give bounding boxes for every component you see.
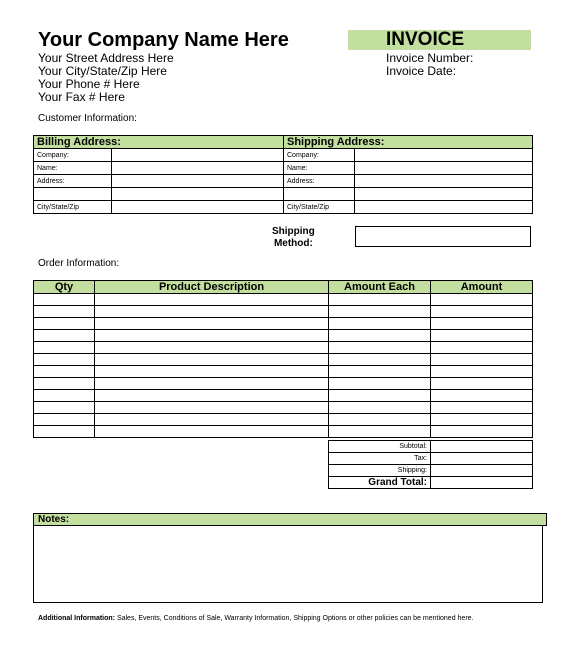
column-header-amount: Amount <box>431 281 533 294</box>
qty-cell[interactable] <box>34 342 95 354</box>
tax-value[interactable] <box>431 453 533 465</box>
amount-each-cell[interactable] <box>329 342 431 354</box>
additional-information-label: Additional Information: <box>38 615 115 622</box>
amount-cell[interactable] <box>431 414 533 426</box>
billing-address-field[interactable] <box>112 175 284 188</box>
description-cell[interactable] <box>95 426 329 438</box>
qty-cell[interactable] <box>34 318 95 330</box>
billing-name-field[interactable] <box>112 162 284 175</box>
table-row <box>34 414 533 426</box>
qty-cell[interactable] <box>34 330 95 342</box>
billing-company-label: Company: <box>34 149 112 162</box>
qty-cell[interactable] <box>34 402 95 414</box>
qty-cell[interactable] <box>34 390 95 402</box>
shipping-method-field[interactable] <box>355 226 531 247</box>
shipping-address2-field[interactable] <box>355 188 533 201</box>
amount-each-cell[interactable] <box>329 330 431 342</box>
additional-information-text: Sales, Events, Conditions of Sale, Warranty Information, Shipping Options or other policies can be mentioned here. <box>115 615 474 622</box>
amount-cell[interactable] <box>431 306 533 318</box>
table-row <box>34 402 533 414</box>
table-row <box>34 366 533 378</box>
billing-city-label: City/State/Zip <box>34 201 112 214</box>
column-header-qty: Qty <box>34 281 95 294</box>
invoice-date-label: Invoice Date: <box>386 64 457 78</box>
subtotal-value[interactable] <box>431 441 533 453</box>
totals-table <box>328 440 533 489</box>
amount-each-cell[interactable] <box>329 366 431 378</box>
amount-each-cell[interactable] <box>329 306 431 318</box>
amount-cell[interactable] <box>431 318 533 330</box>
invoice-title: INVOICE <box>348 30 531 50</box>
qty-cell[interactable] <box>34 378 95 390</box>
notes-header: Notes: <box>33 513 547 526</box>
column-header-amount-each: Amount Each <box>329 281 431 294</box>
amount-cell[interactable] <box>431 426 533 438</box>
qty-cell[interactable] <box>34 414 95 426</box>
subtotal-label: Subtotal: <box>329 441 431 453</box>
billing-city-field[interactable] <box>112 201 284 214</box>
amount-cell[interactable] <box>431 378 533 390</box>
table-row <box>34 354 533 366</box>
description-cell[interactable] <box>95 378 329 390</box>
table-row <box>34 306 533 318</box>
amount-cell[interactable] <box>431 330 533 342</box>
order-info-label: Order Information: <box>38 258 120 269</box>
grand-total-label: Grand Total: <box>329 477 431 489</box>
amount-cell[interactable] <box>431 342 533 354</box>
table-row <box>34 390 533 402</box>
qty-cell[interactable] <box>34 366 95 378</box>
amount-each-cell[interactable] <box>329 378 431 390</box>
shipping-city-label: City/State/Zip <box>284 201 355 214</box>
amount-each-cell[interactable] <box>329 318 431 330</box>
additional-information <box>38 614 508 624</box>
billing-address-label: Address: <box>34 175 112 188</box>
tax-label: Tax: <box>329 453 431 465</box>
table-row <box>34 330 533 342</box>
amount-cell[interactable] <box>431 366 533 378</box>
qty-cell[interactable] <box>34 354 95 366</box>
column-header-description: Product Description <box>95 281 329 294</box>
description-cell[interactable] <box>95 306 329 318</box>
shipping-name-field[interactable] <box>355 162 533 175</box>
billing-address2-field[interactable] <box>112 188 284 201</box>
shipping-company-label: Company: <box>284 149 355 162</box>
shipping-total-value[interactable] <box>431 465 533 477</box>
amount-each-cell[interactable] <box>329 294 431 306</box>
qty-cell[interactable] <box>34 294 95 306</box>
description-cell[interactable] <box>95 318 329 330</box>
city-state-zip: Your City/State/Zip Here <box>38 64 167 78</box>
shipping-name-label: Name: <box>284 162 355 175</box>
shipping-total-label: Shipping: <box>329 465 431 477</box>
notes-field[interactable] <box>33 525 543 603</box>
address-table <box>33 135 533 214</box>
billing-name-label: Name: <box>34 162 112 175</box>
amount-cell[interactable] <box>431 294 533 306</box>
order-table <box>33 280 533 438</box>
amount-each-cell[interactable] <box>329 402 431 414</box>
shipping-method-label <box>272 226 315 250</box>
billing-address-header: Billing Address: <box>34 136 284 149</box>
company-name: Your Company Name Here <box>38 29 289 51</box>
table-row <box>34 342 533 354</box>
billing-company-field[interactable] <box>112 149 284 162</box>
shipping-city-field[interactable] <box>355 201 533 214</box>
shipping-address-field[interactable] <box>355 175 533 188</box>
amount-each-cell[interactable] <box>329 354 431 366</box>
phone-number: Your Phone # Here <box>38 77 140 91</box>
description-cell[interactable] <box>95 330 329 342</box>
description-cell[interactable] <box>95 294 329 306</box>
description-cell[interactable] <box>95 414 329 426</box>
street-address: Your Street Address Here <box>38 51 174 65</box>
shipping-company-field[interactable] <box>355 149 533 162</box>
description-cell[interactable] <box>95 402 329 414</box>
amount-cell[interactable] <box>431 402 533 414</box>
description-cell[interactable] <box>95 342 329 354</box>
grand-total-value[interactable] <box>431 477 533 489</box>
amount-cell[interactable] <box>431 354 533 366</box>
shipping-method-label-line2: Method: <box>273 238 313 249</box>
description-cell[interactable] <box>95 354 329 366</box>
qty-cell[interactable] <box>34 426 95 438</box>
customer-info-label: Customer Information: <box>38 113 137 124</box>
billing-address2-label <box>34 188 112 201</box>
table-row <box>34 426 533 438</box>
fax-number: Your Fax # Here <box>38 90 125 104</box>
invoice-number-label: Invoice Number: <box>386 51 474 65</box>
table-row <box>34 318 533 330</box>
amount-each-cell[interactable] <box>329 390 431 402</box>
description-cell[interactable] <box>95 390 329 402</box>
amount-cell[interactable] <box>431 390 533 402</box>
description-cell[interactable] <box>95 366 329 378</box>
table-row <box>34 294 533 306</box>
shipping-address-label: Address: <box>284 175 355 188</box>
table-row <box>34 378 533 390</box>
shipping-address2-label <box>284 188 355 201</box>
shipping-method-label-line1: Shipping <box>272 226 315 237</box>
qty-cell[interactable] <box>34 306 95 318</box>
amount-each-cell[interactable] <box>329 426 431 438</box>
shipping-address-header: Shipping Address: <box>284 136 533 149</box>
amount-each-cell[interactable] <box>329 414 431 426</box>
